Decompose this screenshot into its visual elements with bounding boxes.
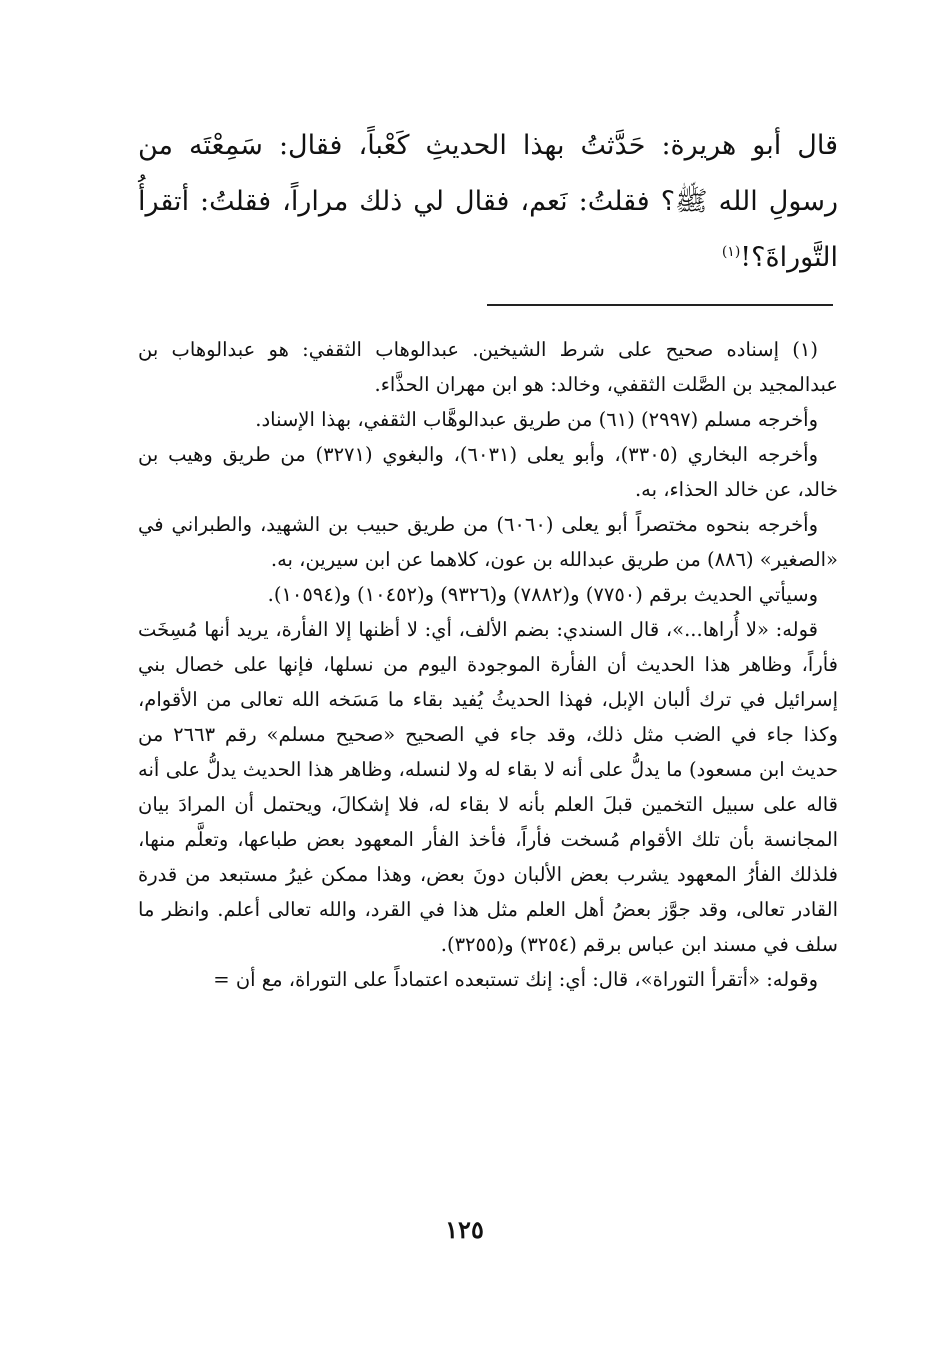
footnote-paragraph: قوله: «لا أُراها...»، قال السندي: بضم الألف، أي: لا أظنها إلا الفأرة، يريد أنها مُسِخَت فأراً، وظاهر هذا الحديث أن الفأرة الموجودة اليوم من نسلها، فإنها على خصال بني إسرائيل في ترك ألبان الإبل، فهذا الحديثُ يُفيد بقاء ما مَسَخه الله تعالى من الأقوام، وكذا جاء في الضب مثل ذلك، وقد جاء في الصحيح «صحيح مسلم» رقم ٢٦٦٣ من حديث ابن مسعود) ما يدلُّ على أنه لا بقاء له ولا لنسله، وظاهر هذا الحديث يدلُّ على أنه قاله على سبيل التخمين قبلَ العلم بأنه لا بقاء له، فلا إشكالَ، ويحتمل أن المرادَ بيان المجانسة بأن تلك الأقوام مُسخت فأراً، فأخذ الفأر المعهود بعض طباعها، وتعلَّم منها، فلذلك الفأرُ المعهود يشرب بعض الألبان دونَ بعض، وهذا ممكن غيرُ مستبعد من قدرة القادر تعالى، وقد جوَّز بعضُ أهل العلم مثل هذا في القرد، والله تعالى أعلم. وانظر ما سلف في مسند ابن عباس برقم (٣٢٥٤) و(٣٢٥٥).	[138, 618, 838, 956]
footnote-paragraph: وسيأتي الحديث برقم (٧٧٥٠) و(٧٨٨٢) و(٩٣٢٦) و(١٠٤٥٢) و(١٠٥٩٤).	[267, 583, 818, 606]
footnote-paragraph: وقوله: «أتقرأ التوراة»، قال: أي: إنك تستبعده اعتماداً على التوراة، مع أن =	[213, 968, 818, 991]
footnotes-block	[138, 332, 838, 997]
footnote-divider	[487, 304, 833, 306]
footnote-paragraph: وأخرجه مسلم (٢٩٩٧) (٦١) من طريق عبدالوهَّاب الثقفي، بهذا الإسناد.	[255, 408, 818, 431]
main-text-block	[138, 118, 838, 286]
footnote-paragraph: (١) إسناده صحيح على شرط الشيخين. عبدالوهاب الثقفي: هو عبدالوهاب بن عبدالمجيد بن الصَّلت الثقفي، وخالد: هو ابن مهران الحذَّاء.	[138, 338, 838, 396]
footnote-paragraph: وأخرجه البخاري (٣٣٠٥)، وأبو يعلى (٦٠٣١)، والبغوي (٣٢٧١) من طريق وهيب بن خالد، عن خالد الحذاء، به.	[138, 443, 838, 501]
main-text-body: قال أبو هريرة: حَدَّثتُ بهذا الحديثِ كَعْباً، فقال: سَمِعْتَه من رسولِ الله ﷺ؟ فقلتُ: نَعم، فقال لي ذلك مراراً، فقلتُ: أتقرأُ التَّوراةَ؟!	[138, 130, 838, 273]
footnote-reference: (١)	[721, 244, 741, 260]
page-number: ١٢٥	[445, 1215, 484, 1244]
footnote-paragraph: وأخرجه بنحوه مختصراً أبو يعلى (٦٠٦٠) من طريق حبيب بن الشهيد، والطبراني في «الصغير» (٨٨٦) من طريق عبدالله بن عون، كلاهما عن ابن سيرين، به.	[138, 513, 838, 571]
